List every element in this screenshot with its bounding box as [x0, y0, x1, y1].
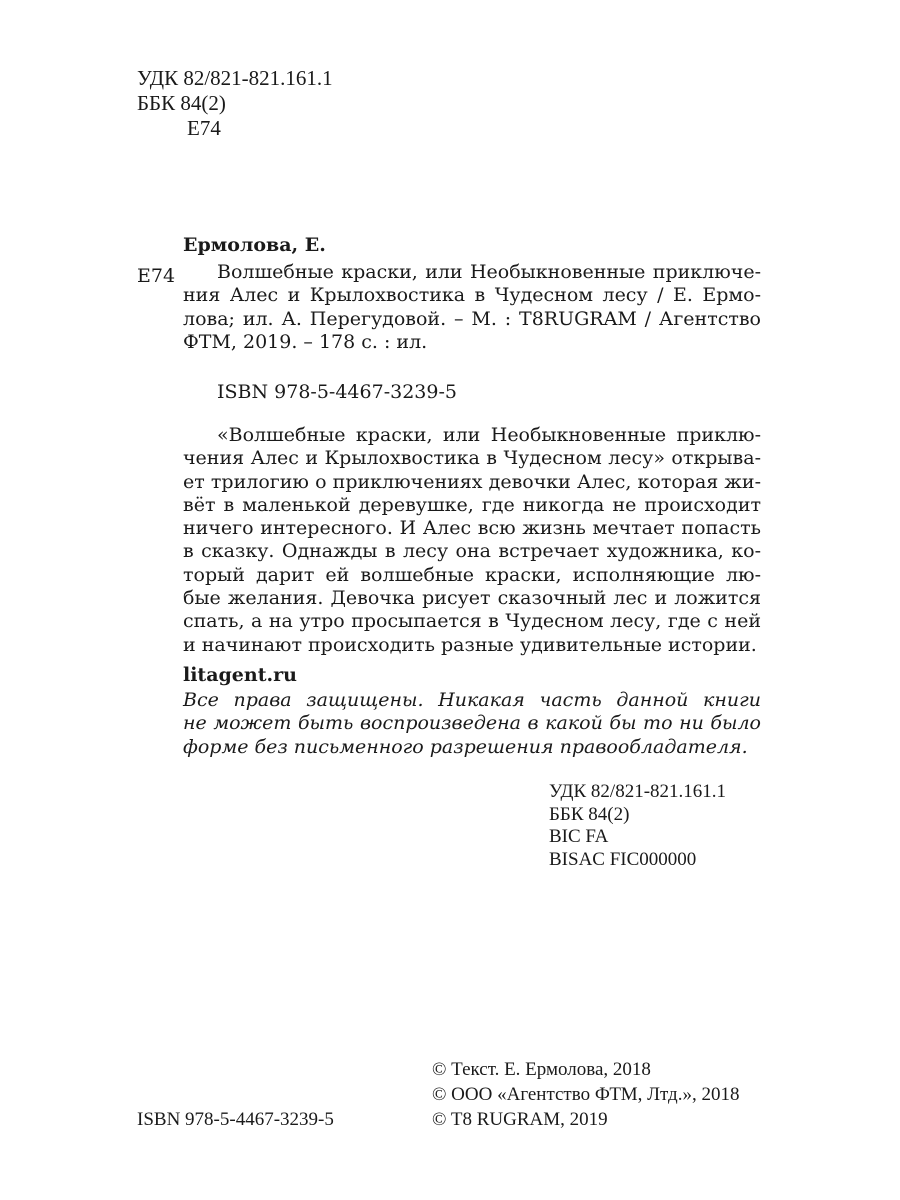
- annotation-line: торый дарит ей волшебные краски, исполняющие лю-: [183, 563, 761, 586]
- udk-code: УДК 82/821-821.161.1: [549, 781, 727, 802]
- author-heading: Ермолова, Е.: [183, 234, 326, 256]
- annotation-line: вёт в маленькой деревушке, где никогда не происходит: [183, 493, 761, 516]
- bib-line: лова; ил. А. Перегудовой. – М. : T8RUGRAM / Агентство: [183, 307, 761, 330]
- rights-line: форме без письменного разрешения правообладателя.: [183, 735, 748, 758]
- classification-codes-footer: [549, 781, 726, 871]
- bib-line: Волшебные краски, или Необыкновенные приключе-: [217, 261, 761, 283]
- annotation-line: бые желания. Девочка рисует сказочный лес и ложится: [183, 587, 761, 610]
- site-link: litagent.ru: [183, 664, 297, 686]
- rights-line: Все права защищены. Никакая часть данной книги: [183, 689, 761, 711]
- bib-line: ФТМ, 2019. – 178 с. : ил.: [183, 330, 428, 353]
- copyright-notices: [432, 1057, 739, 1132]
- bbk-code: ББК 84(2): [137, 91, 226, 115]
- bic-code: BIC FA: [549, 826, 609, 847]
- rights-line: не может быть воспроизведена в какой бы то ни было: [183, 712, 761, 735]
- bbk-code: ББК 84(2): [549, 803, 630, 825]
- annotation-line: в сказку. Однажды в лесу она встречает художника, ко-: [183, 540, 761, 563]
- annotation-line: ничего интересного. И Алес всю жизнь мечтает попасть: [183, 517, 761, 540]
- bisac-code: BISAC FIC000000: [549, 848, 697, 870]
- annotation-line: ет трилогию о приключениях девочки Алес, которая жи-: [183, 470, 761, 493]
- rights-notice: [183, 689, 761, 759]
- udk-code: УДК 82/821-821.161.1: [137, 66, 333, 90]
- isbn-main: ISBN 978-5-4467-3239-5: [217, 381, 457, 403]
- bib-line: ния Алес и Крылохвостика в Чудесном лесу / Е. Ермо-: [183, 284, 761, 307]
- copyright-line: © ООО «Агентство ФТМ, Лтд.», 2018: [432, 1084, 740, 1105]
- copyright-line: © T8 RUGRAM, 2019: [432, 1109, 608, 1130]
- annotation-line: «Волшебные краски, или Необыкновенные приклю-: [217, 424, 761, 446]
- classification-codes-header: [137, 66, 333, 141]
- copyright-line: © Текст. Е. Ермолова, 2018: [432, 1059, 651, 1080]
- side-author-mark: Е74: [137, 265, 176, 287]
- annotation-line: спать, а на утро просыпается в Чудесном лесу, где с ней: [183, 610, 761, 633]
- annotation: [183, 424, 761, 657]
- bibliographic-record: [183, 261, 761, 354]
- annotation-line: чения Алес и Крылохвостика в Чудесном лесу» открыва-: [183, 447, 761, 470]
- isbn-footer: ISBN 978-5-4467-3239-5: [137, 1109, 334, 1130]
- annotation-line: и начинают происходить разные удивительные истории.: [183, 633, 757, 656]
- author-mark: Е74: [187, 116, 221, 140]
